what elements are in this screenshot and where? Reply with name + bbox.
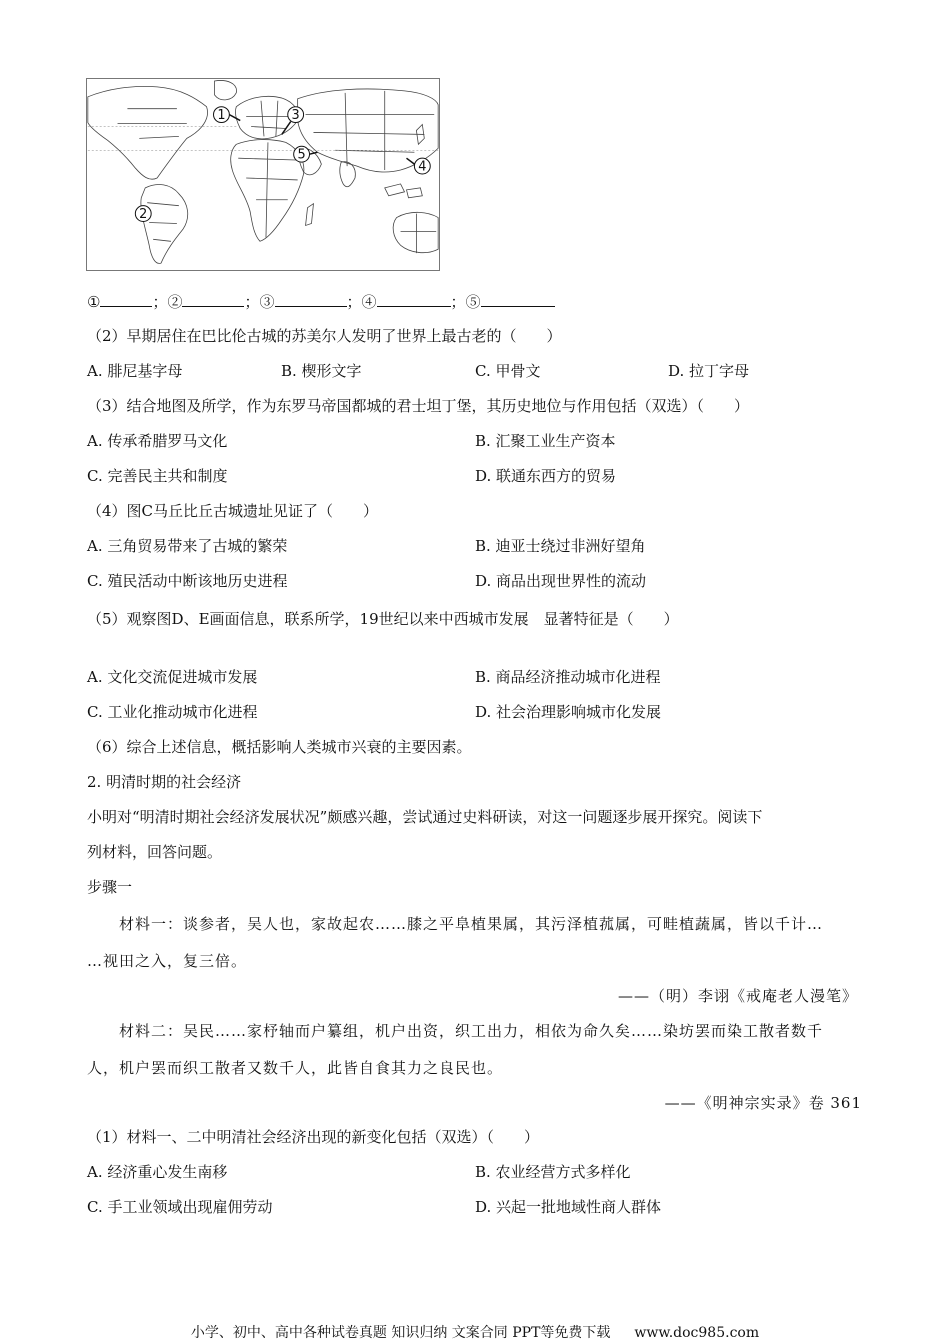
- q4-option-b[interactable]: B. 迪亚士绕过非洲好望角: [475, 537, 646, 555]
- q2-option-c[interactable]: C. 甲骨文: [475, 362, 541, 380]
- material1-source: ——（明）李诩《戒庵老人漫笔》: [617, 987, 858, 1005]
- material2-source: ——《明神宗实录》卷 361: [664, 1094, 862, 1112]
- blank-2[interactable]: [182, 292, 244, 307]
- material2-line1: 材料二：吴民……家杼轴而户纂组，机户出资，织工出力，相依为命久矣……染坊罢而染工散者数千: [119, 1022, 824, 1040]
- section2-intro-line2: 列材料，回答问题。: [87, 843, 223, 861]
- world-map-drawing: [87, 79, 439, 270]
- q4-option-d[interactable]: D. 商品出现世界性的流动: [475, 572, 647, 590]
- material1-line2: …视田之入，复三倍。: [87, 952, 248, 970]
- blank-label-5: ⑤: [465, 293, 481, 311]
- section2-intro-line1: 小明对“明清时期社会经济发展状况”颇感兴趣，尝试通过史料研读，对这一问题逐步展开探究。阅读下: [87, 808, 763, 826]
- q4-option-c[interactable]: C. 殖民活动中断该地历史进程: [87, 572, 288, 590]
- map-marker-2: 2: [139, 207, 148, 223]
- blank-label-4: ④: [361, 293, 377, 311]
- section2-step-label: 步骤一: [87, 878, 133, 896]
- world-map-figure: [86, 78, 440, 271]
- q2-option-b[interactable]: B. 楔形文字: [281, 362, 362, 380]
- q3-option-b[interactable]: B. 汇聚工业生产资本: [475, 432, 616, 450]
- blank-label-1: ①: [87, 293, 101, 311]
- blank-label-3: ③: [259, 293, 275, 311]
- q3-option-a[interactable]: A. 传承希腊罗马文化: [87, 432, 228, 450]
- q4-stem: （4）图C马丘比丘古城遗址见证了（ ）: [87, 502, 379, 520]
- map-marker-1: 1: [217, 108, 226, 124]
- q5-option-c[interactable]: C. 工业化推动城市化进程: [87, 703, 258, 721]
- map-answer-blanks: ① ；② ；③ ；④ ；⑤: [87, 292, 555, 312]
- blank-3[interactable]: [275, 292, 347, 307]
- page-footer: [0, 1322, 950, 1342]
- q5-option-a[interactable]: A. 文化交流促进城市发展: [87, 668, 258, 686]
- section2-title: 2. 明清时期的社会经济: [87, 773, 242, 791]
- blank-1[interactable]: [100, 292, 152, 307]
- material2-line2: 人，机户罢而织工散者又数千人，此皆自食其力之良民也。: [87, 1059, 504, 1077]
- q2-option-d[interactable]: D. 拉丁字母: [668, 362, 750, 380]
- q3-stem: （3）结合地图及所学，作为东罗马帝国都城的君士坦丁堡，其历史地位与作用包括（双选）（ ）: [87, 397, 750, 415]
- q6-stem: （6）综合上述信息，概括影响人类城市兴衰的主要因素。: [87, 738, 472, 756]
- map-marker-3: 3: [291, 108, 300, 124]
- s2q1-option-d[interactable]: D. 兴起一批地域性商人群体: [475, 1198, 662, 1216]
- q3-option-c[interactable]: C. 完善民主共和制度: [87, 467, 228, 485]
- q4-option-a[interactable]: A. 三角贸易带来了古城的繁荣: [87, 537, 288, 555]
- q5-option-b[interactable]: B. 商品经济推动城市化进程: [475, 668, 661, 686]
- s2q1-option-c[interactable]: C. 手工业领域出现雇佣劳动: [87, 1198, 273, 1216]
- map-marker-4: 4: [418, 159, 427, 175]
- footer-text: 小学、初中、高中各种试卷真题 知识归纳 文案合同 PPT等免费下载: [190, 1325, 611, 1341]
- q5-stem: （5）观察图D、E画面信息，联系所学，19世纪以来中西城市发展 显著特征是（ ）: [87, 610, 679, 628]
- q2-stem: （2）早期居住在巴比伦古城的苏美尔人发明了世界上最古老的（ ）: [87, 327, 562, 345]
- blank-label-2: ②: [167, 293, 183, 311]
- blank-5[interactable]: [481, 292, 555, 307]
- s2q1-option-a[interactable]: A. 经济重心发生南移: [87, 1163, 228, 1181]
- s2q1-option-b[interactable]: B. 农业经营方式多样化: [475, 1163, 631, 1181]
- q3-option-d[interactable]: D. 联通东西方的贸易: [475, 467, 617, 485]
- blank-4[interactable]: [377, 292, 451, 307]
- map-marker-5: 5: [297, 147, 306, 163]
- material1-line1: 材料一：谈参者，吴人也，家故起农……膝之平阜植果属，其污泽植菰属，可畦植蔬属，皆以千计…: [119, 915, 824, 933]
- footer-site-link[interactable]: www.doc985.com: [634, 1325, 760, 1341]
- s2q1-stem: （1）材料一、二中明清社会经济出现的新变化包括（双选）（ ）: [87, 1128, 540, 1146]
- q2-option-a[interactable]: A. 腓尼基字母: [87, 362, 183, 380]
- q5-option-d[interactable]: D. 社会治理影响城市化发展: [475, 703, 662, 721]
